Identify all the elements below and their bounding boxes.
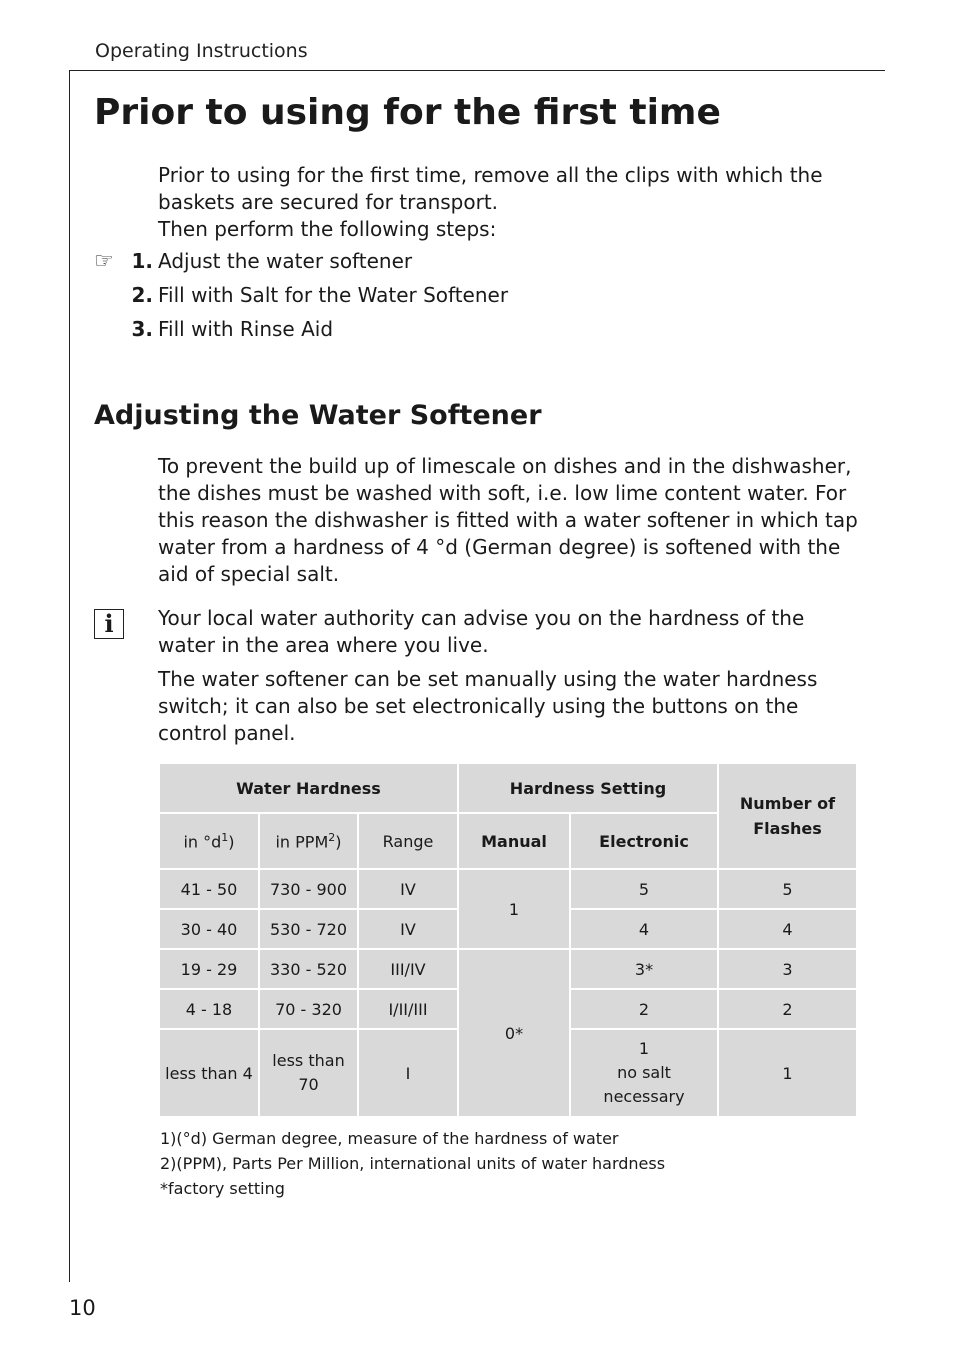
page-number: 10 [69, 1296, 96, 1320]
cell-degree: 30 - 40 [160, 910, 258, 948]
cell-flashes: 4 [719, 910, 856, 948]
cell-electronic: 4 [571, 910, 717, 948]
cell-electronic: 2 [571, 990, 717, 1028]
cell-flashes: 1 [719, 1030, 856, 1116]
running-header: Operating Instructions [95, 40, 308, 62]
cell-range: I/II/III [359, 990, 457, 1028]
cell-flashes: 5 [719, 870, 856, 908]
cell-manual: 1 [459, 870, 569, 948]
cell-electronic: 1 no salt necessary [571, 1030, 717, 1116]
header-ppm: in PPM$^2$) [260, 814, 357, 868]
intro-steps-lead: Then perform the following steps: [158, 217, 497, 241]
table-row [160, 870, 856, 908]
section-title: Adjusting the Water Softener [94, 400, 542, 431]
step-number: 1. [131, 249, 153, 273]
footnote: 1)(°d) German degree, measure of the hardness of water [160, 1129, 619, 1148]
step-text: Fill with Rinse Aid [158, 317, 334, 341]
header-number-of-flashes: Number of Flashes [719, 764, 856, 868]
step-number: 2. [131, 283, 153, 307]
header-rule [69, 70, 885, 71]
intro-paragraph: Prior to using for the first time, remove all the clips with which the baskets are secured for transport. [158, 163, 823, 214]
cell-range: I [359, 1030, 457, 1116]
header-water-hardness: Water Hardness [160, 764, 457, 812]
cell-ppm: 330 - 520 [260, 950, 357, 988]
table-row [160, 950, 856, 988]
cell-degree: 41 - 50 [160, 870, 258, 908]
cell-range: IV [359, 870, 457, 908]
margin-rule [69, 70, 70, 1282]
info-paragraph: Your local water authority can advise you on the hardness of the water in the area where you live. [158, 606, 805, 657]
step-number: 3. [131, 317, 153, 341]
header-german-degree: in $^\circ d^1$) [160, 814, 258, 868]
header-hardness-setting: Hardness Setting [459, 764, 717, 812]
cell-range: IV [359, 910, 457, 948]
cell-electronic: 3* [571, 950, 717, 988]
page-title: Prior to using for the first time [94, 92, 721, 133]
softener-paragraph: To prevent the build up of limescale on dishes and in the dishwasher, the dishes must be washed with soft, i.e. low lime content water. For this reason the dishwasher is fitted with a water softener in which tap water from a hardness of 4 °d (German degree) is softened with the aid of special salt. [158, 454, 858, 586]
info-icon: i [94, 609, 124, 639]
header-manual: Manual [459, 814, 569, 868]
header-electronic: Electronic [571, 814, 717, 868]
cell-ppm: 730 - 900 [260, 870, 357, 908]
cell-ppm: 530 - 720 [260, 910, 357, 948]
manual-setting-paragraph: The water softener can be set manually using the water hardness switch; it can also be set electronically using the buttons on the control panel. [158, 667, 818, 745]
footnote: 2)(PPM), Parts Per Million, international units of water hardness [160, 1154, 666, 1173]
pointing-hand-icon: ☞ [94, 249, 114, 274]
cell-degree: less than 4 [160, 1030, 258, 1116]
step-text: Adjust the water softener [158, 249, 413, 273]
cell-range: III/IV [359, 950, 457, 988]
step-text: Fill with Salt for the Water Softener [158, 283, 509, 307]
cell-manual: 0* [459, 950, 569, 1116]
cell-degree: 19 - 29 [160, 950, 258, 988]
water-hardness-table [158, 762, 858, 1118]
cell-degree: 4 - 18 [160, 990, 258, 1028]
cell-electronic: 5 [571, 870, 717, 908]
cell-flashes: 3 [719, 950, 856, 988]
cell-ppm: 70 - 320 [260, 990, 357, 1028]
footnote: *factory setting [160, 1179, 285, 1198]
cell-ppm: less than 70 [260, 1030, 357, 1116]
cell-flashes: 2 [719, 990, 856, 1028]
header-range: Range [359, 814, 457, 868]
